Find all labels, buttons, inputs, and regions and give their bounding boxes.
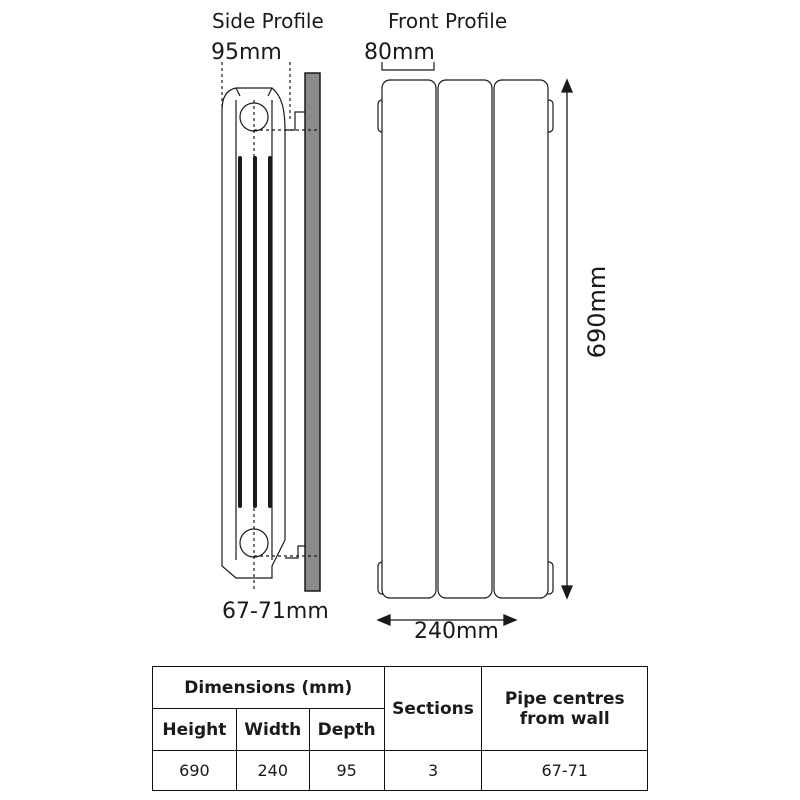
- depth-header: Depth: [309, 709, 384, 751]
- front-profile-title: Front Profile: [388, 9, 508, 33]
- section-width-label: 80mm: [364, 40, 435, 65]
- side-profile-title: Side Profile: [212, 9, 324, 33]
- slot: [268, 156, 272, 508]
- side-profile-drawing: [222, 62, 320, 591]
- total-width-label: 240mm: [414, 619, 499, 644]
- front-section: [494, 80, 548, 598]
- front-profile-drawing: [378, 62, 553, 598]
- front-section: [382, 80, 436, 598]
- bracket-top: [285, 112, 305, 130]
- sections-value: 3: [384, 751, 482, 791]
- sections-header: Sections: [384, 667, 482, 751]
- pipe-centres-header: Pipe centres from wall: [482, 667, 648, 751]
- depth-label: 95mm: [211, 40, 282, 65]
- height-label: 690mm: [583, 265, 611, 359]
- dimensions-table: [152, 666, 648, 791]
- dimensions-header: Dimensions (mm): [153, 667, 385, 709]
- depth-value: 95: [309, 751, 384, 791]
- pipe-centres-label: 67-71mm: [222, 599, 329, 624]
- width-header: Width: [236, 709, 309, 751]
- height-value: 690: [153, 751, 237, 791]
- wall: [305, 73, 320, 591]
- pipe-centres-value: 67-71: [482, 751, 648, 791]
- width-value: 240: [236, 751, 309, 791]
- front-section: [438, 80, 492, 598]
- slot: [238, 156, 242, 508]
- height-header: Height: [153, 709, 237, 751]
